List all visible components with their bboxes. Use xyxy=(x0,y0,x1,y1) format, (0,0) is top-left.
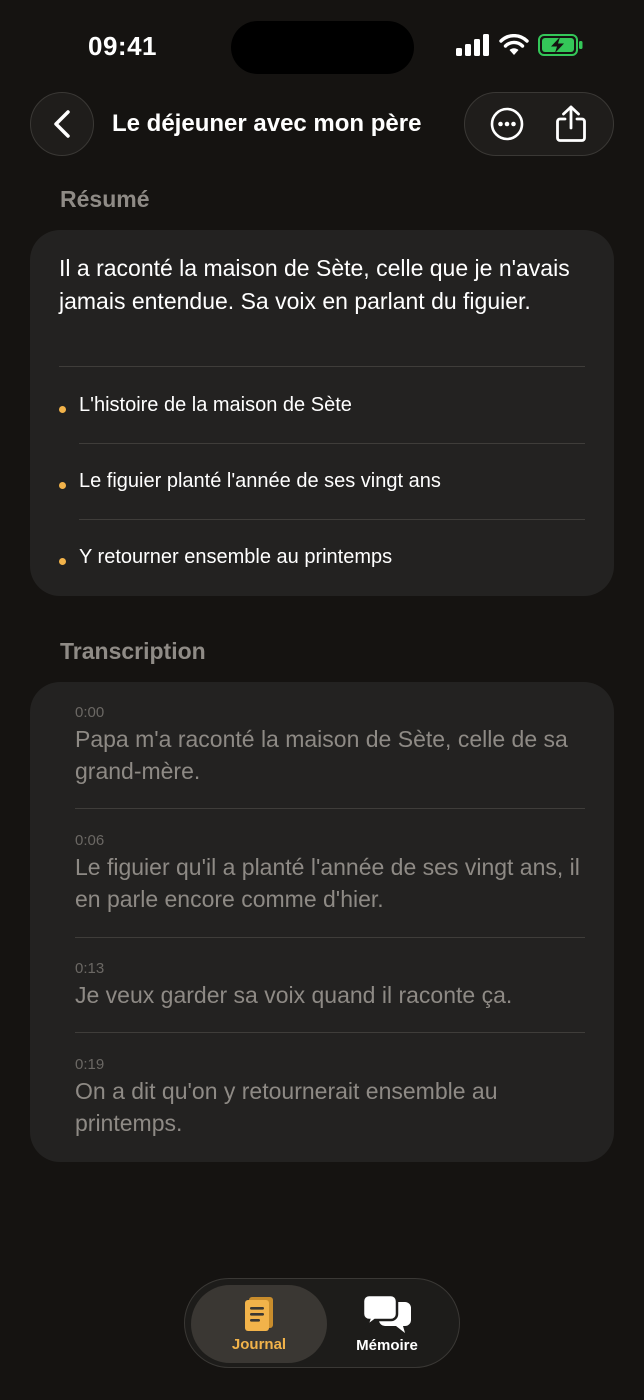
segment-text: On a dit qu'on y retournerait ensemble au printemps. xyxy=(75,1078,498,1136)
segment-text: Papa m'a raconté la maison de Sète, celle de sa grand-mère. xyxy=(75,726,568,784)
bullet-divider xyxy=(79,519,585,520)
segment-timestamp: 0:00 xyxy=(75,704,105,721)
transcript-segment[interactable] xyxy=(75,1056,515,1139)
summary-bullet-text: Y retourner ensemble au printemps xyxy=(79,546,393,568)
tab-memoire-label: Mémoire xyxy=(356,1337,418,1354)
summary-bullet xyxy=(59,394,352,417)
battery-charging-icon xyxy=(538,34,584,56)
transcription-card xyxy=(30,682,614,1162)
page-title: Le déjeuner avec mon père xyxy=(112,110,422,137)
more-button[interactable] xyxy=(483,100,531,148)
summary-bullet xyxy=(59,546,392,569)
summary-bullet xyxy=(59,470,441,493)
tab-memoire[interactable] xyxy=(319,1285,455,1363)
bullet-dot-icon xyxy=(59,406,66,413)
summary-bullet-text: L'histoire de la maison de Sète xyxy=(79,394,352,416)
summary-text: Il a raconté la maison de Sète, celle que je n'avais jamais entendue. Sa voix en parlant du figuier. xyxy=(59,255,570,314)
summary-bullet-text: Le figuier planté l'année de ses vingt ans xyxy=(79,470,441,492)
nav-actions xyxy=(464,92,614,156)
back-button[interactable] xyxy=(30,92,94,156)
status-icons xyxy=(456,34,584,56)
transcript-segment[interactable] xyxy=(75,960,585,1011)
segment-timestamp: 0:19 xyxy=(75,1056,105,1073)
share-icon xyxy=(555,105,587,143)
tab-bar xyxy=(184,1278,460,1368)
segment-timestamp: 0:13 xyxy=(75,960,105,977)
summary-divider xyxy=(59,366,585,367)
transcript-segment[interactable] xyxy=(75,704,585,787)
transcript-segment[interactable] xyxy=(75,832,585,915)
cellular-signal-icon xyxy=(456,34,490,56)
tab-journal[interactable] xyxy=(191,1285,327,1363)
status-time: 09:41 xyxy=(88,31,157,61)
bullet-dot-icon xyxy=(59,482,66,489)
segment-text: Je veux garder sa voix quand il raconte ça. xyxy=(75,982,513,1008)
summary-card xyxy=(30,230,614,596)
segment-divider xyxy=(75,937,585,938)
chat-bubbles-icon xyxy=(361,1294,413,1334)
summary-heading: Résumé xyxy=(60,186,150,212)
segment-timestamp: 0:06 xyxy=(75,832,105,849)
wifi-icon xyxy=(499,34,529,56)
transcription-heading: Transcription xyxy=(60,638,206,664)
bullet-divider xyxy=(79,443,585,444)
dynamic-island xyxy=(231,21,414,74)
share-button[interactable] xyxy=(547,100,595,148)
segment-text: Le figuier qu'il a planté l'année de ses vingt ans, il en parle encore comme d'hier. xyxy=(75,854,580,912)
segment-divider xyxy=(75,1032,585,1033)
chevron-left-icon xyxy=(52,109,72,139)
tab-journal-label: Journal xyxy=(231,1336,287,1353)
segment-divider xyxy=(75,808,585,809)
journal-icon xyxy=(242,1295,276,1333)
ellipsis-circle-icon xyxy=(490,107,524,141)
bullet-dot-icon xyxy=(59,558,66,565)
